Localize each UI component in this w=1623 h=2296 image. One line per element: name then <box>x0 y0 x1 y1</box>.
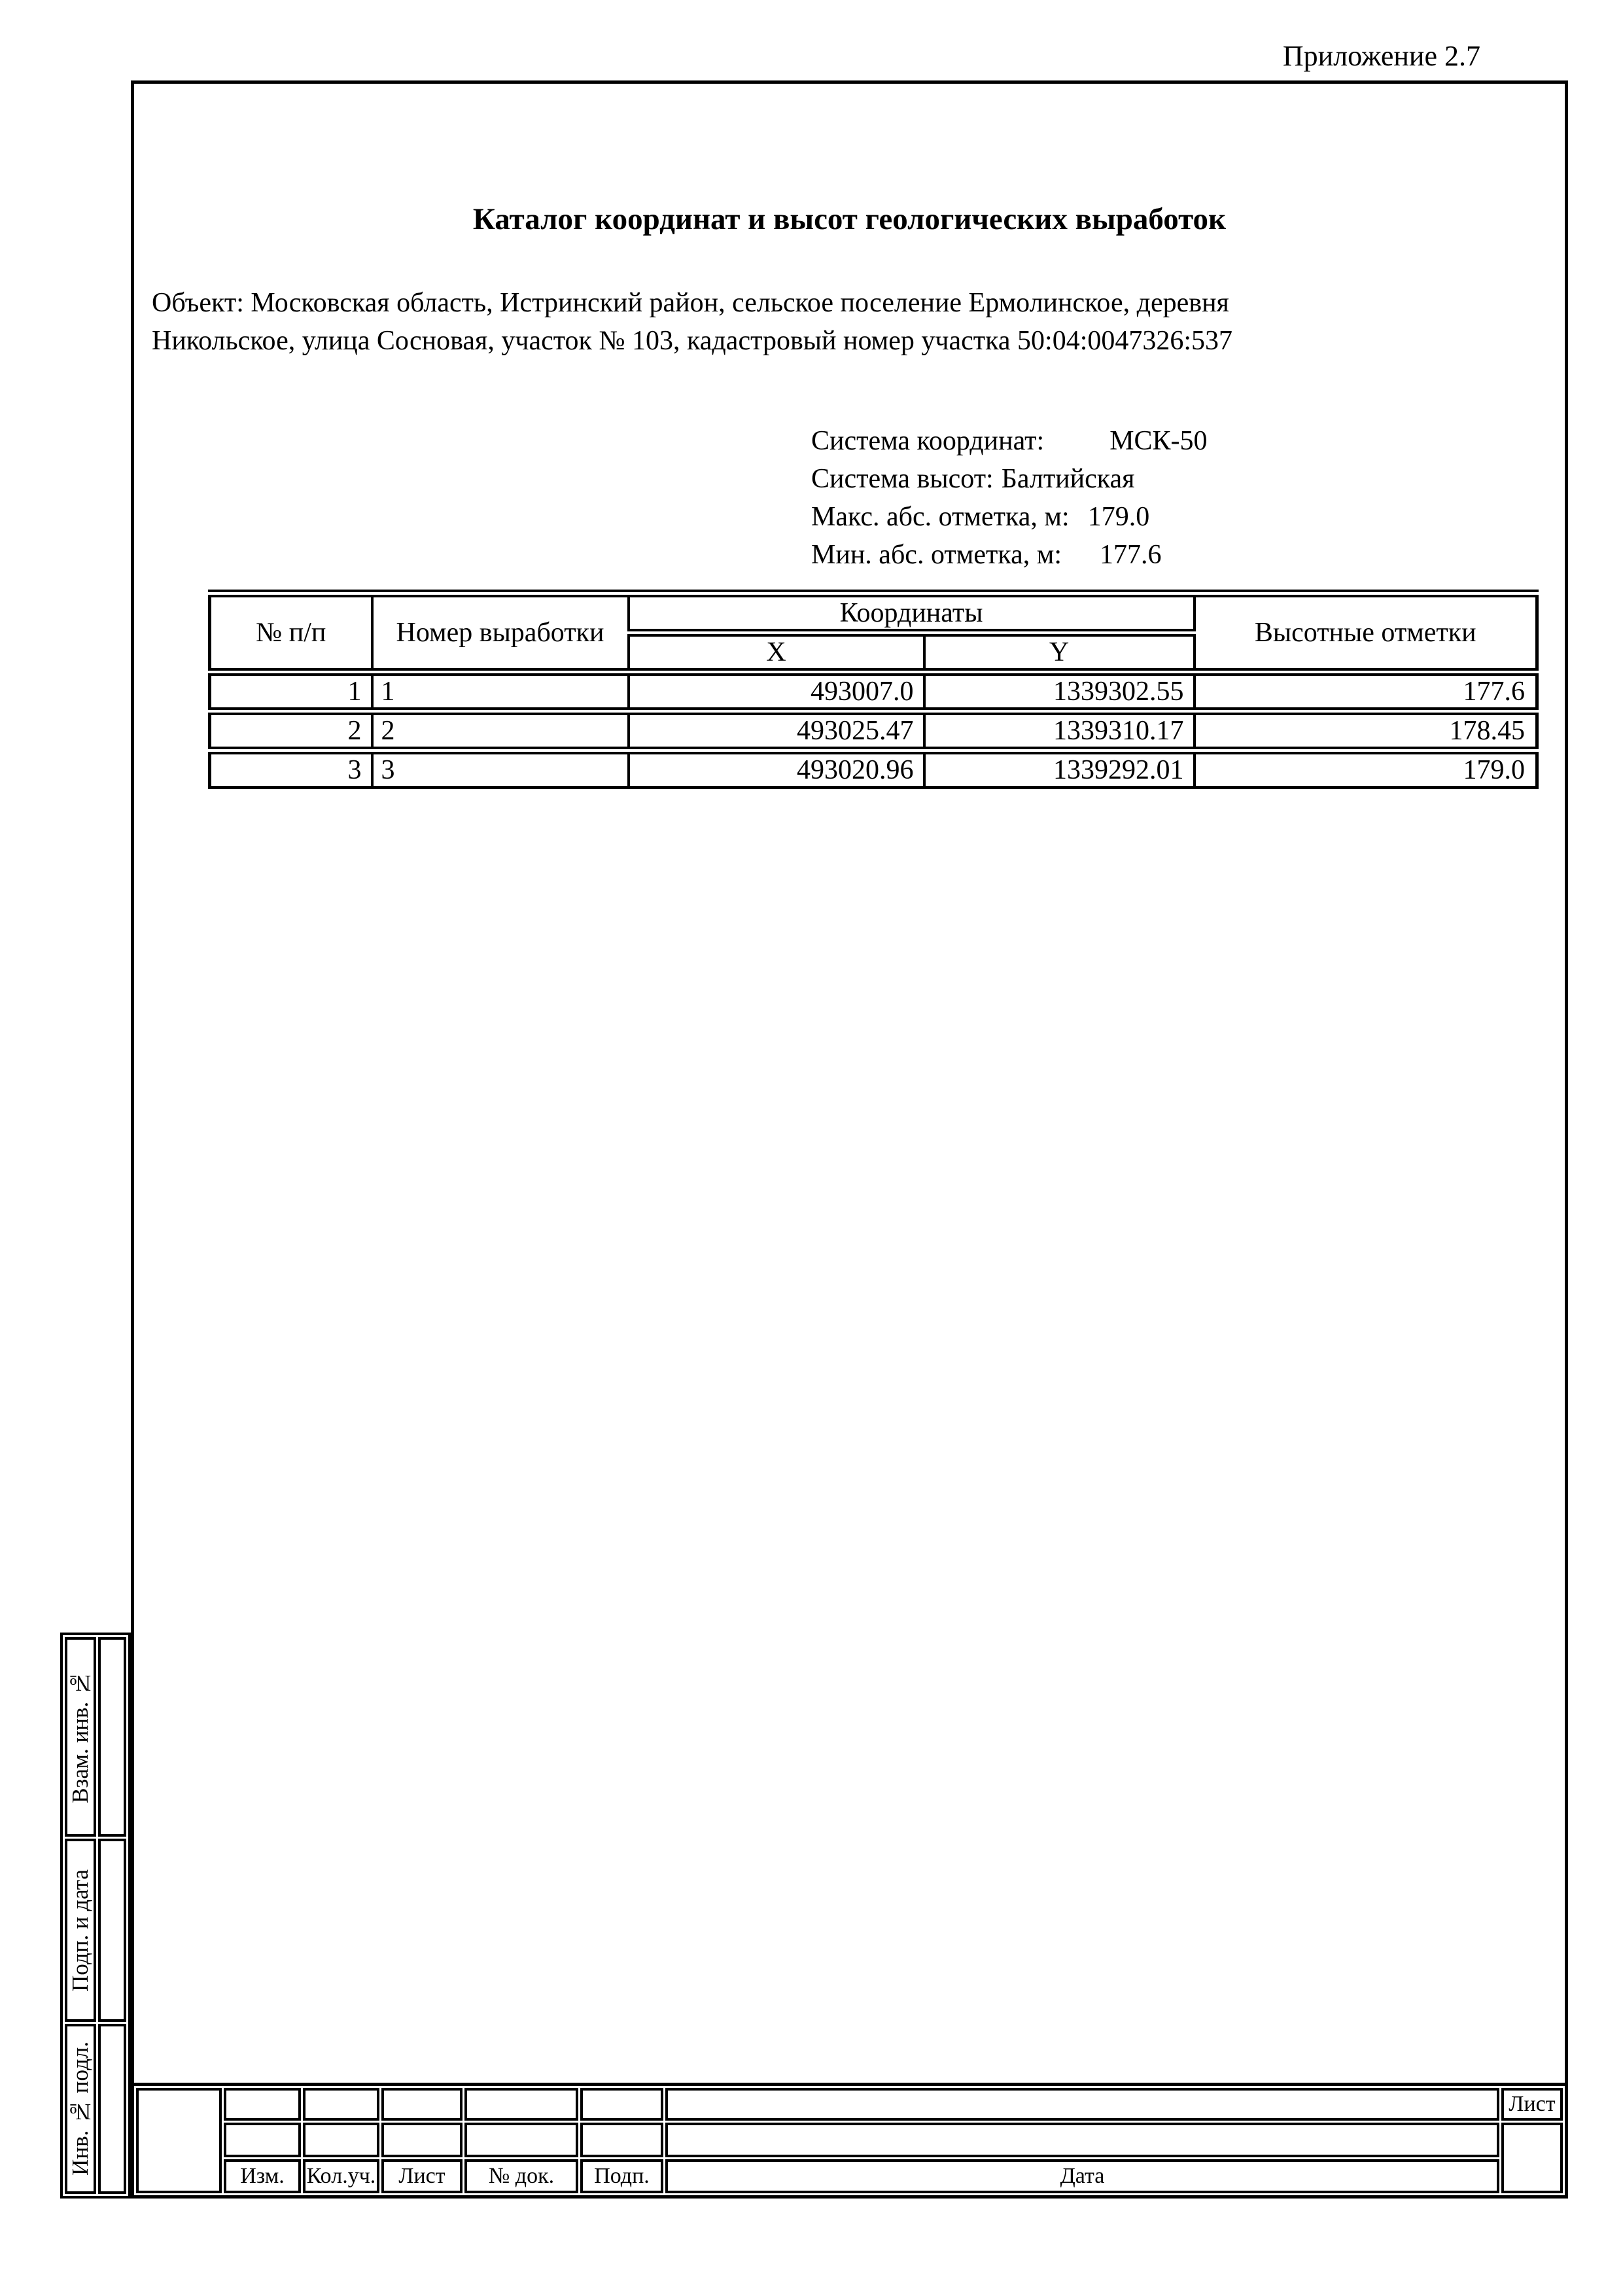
title-block-label-data <box>665 2159 1499 2193</box>
side-stamp-label-podp-data: Подп. и дата <box>67 1869 93 1992</box>
coord-system-value: МСК-50 <box>1109 426 1208 456</box>
header-elevation: Высотные отметки <box>1195 593 1537 672</box>
podp-label: Подп. <box>594 2164 650 2188</box>
side-stamp-strip <box>60 1633 131 2199</box>
object-description-line2: Никольское, улица Сосновая, участок № 103, кадастровый номер участка 50:04:0047326:537 <box>152 326 1233 356</box>
cell-num: 2 <box>210 711 372 751</box>
title-block-blank <box>464 2088 578 2121</box>
ndok-label: № док. <box>488 2164 555 2188</box>
title-block-blank <box>580 2123 663 2157</box>
coord-system-label: Система координат: <box>811 426 1045 456</box>
cell-y: 1339302.55 <box>924 672 1195 711</box>
cell-elevation: 177.6 <box>1195 672 1537 711</box>
table-row <box>210 672 1537 711</box>
cell-x: 493020.96 <box>629 751 924 788</box>
height-system-value: Балтийская <box>1001 464 1135 494</box>
max-elevation-line <box>811 498 1208 536</box>
title-block-blank <box>665 2123 1499 2157</box>
title-block-document-cell <box>136 2088 222 2193</box>
min-elevation-label: Мин. абс. отметка, м: <box>811 540 1062 570</box>
title-block-blank <box>224 2123 301 2157</box>
title-block-label-izm <box>224 2159 301 2193</box>
title-block-blank <box>303 2123 379 2157</box>
cell-elevation: 179.0 <box>1195 751 1537 788</box>
cell-y: 1339292.01 <box>924 751 1195 788</box>
min-elevation-value: 177.6 <box>1099 540 1162 570</box>
document-frame <box>131 80 1568 2199</box>
header-borehole: Номер выработки <box>372 593 629 672</box>
object-description-line1: Объект: Московская область, Истринский район, сельское поселение Ермолинское, деревня <box>152 288 1229 318</box>
max-elevation-value: 179.0 <box>1087 502 1150 532</box>
cell-x: 493025.47 <box>629 711 924 751</box>
title-block-blank <box>224 2088 301 2121</box>
data-label: Дата <box>1060 2164 1105 2188</box>
appendix-label: Приложение 2.7 <box>1282 40 1480 72</box>
table-row <box>210 711 1537 751</box>
title-block-blank <box>381 2088 462 2121</box>
side-stamp-cell-inv-podl <box>65 2024 96 2194</box>
document-title: Каталог координат и высот геологических выработок <box>472 202 1227 236</box>
title-block-label-ndok <box>464 2159 578 2193</box>
side-stamp-blank-podp-data <box>98 1839 126 2022</box>
min-elevation-line <box>811 536 1208 574</box>
cell-x: 493007.0 <box>629 672 924 711</box>
title-block-blank <box>580 2088 663 2121</box>
title-block-label-podp <box>580 2159 663 2193</box>
sheet-label: Лист <box>1509 2092 1556 2116</box>
coordinates-table <box>208 590 1539 789</box>
koluch-label: Кол.уч. <box>306 2164 376 2188</box>
height-system-line <box>811 460 1208 498</box>
cell-elevation: 178.45 <box>1195 711 1537 751</box>
side-stamp-cell-vzam <box>65 1637 96 1837</box>
list-label: Лист <box>398 2164 445 2188</box>
sheet-label-cell <box>1501 2088 1563 2121</box>
header-y: Y <box>924 633 1195 672</box>
header-coordinates: Координаты <box>629 593 1195 633</box>
cell-borehole: 1 <box>372 672 629 711</box>
max-elevation-label: Макс. абс. отметка, м: <box>811 502 1070 532</box>
title-block-blank <box>665 2088 1499 2121</box>
title-block-label-list <box>381 2159 462 2193</box>
cell-borehole: 3 <box>372 751 629 788</box>
side-stamp-cell-podp-data <box>65 1839 96 2022</box>
cell-borehole: 2 <box>372 711 629 751</box>
header-x: X <box>629 633 924 672</box>
sheet-number-cell <box>1501 2123 1563 2193</box>
title-block-blank <box>464 2123 578 2157</box>
cell-y: 1339310.17 <box>924 711 1195 751</box>
coordinate-system-info <box>811 422 1208 574</box>
title-block <box>131 2083 1568 2199</box>
coord-system-line <box>811 422 1208 460</box>
title-block-blank <box>381 2123 462 2157</box>
object-description <box>152 284 1232 360</box>
cell-num: 1 <box>210 672 372 711</box>
izm-label: Изм. <box>240 2164 285 2188</box>
cell-num: 3 <box>210 751 372 788</box>
title-block-label-koluch <box>303 2159 379 2193</box>
header-num: № п/п <box>210 593 372 672</box>
height-system-label: Система высот: <box>811 464 994 494</box>
side-stamp-blank-inv-podl <box>98 2024 126 2194</box>
side-stamp-label-vzam: Взам. инв. № <box>67 1670 93 1803</box>
table-row <box>210 751 1537 788</box>
title-block-blank <box>303 2088 379 2121</box>
side-stamp-label-inv-podl: Инв. № подл. <box>67 2041 93 2176</box>
side-stamp-blank-vzam <box>98 1637 126 1837</box>
